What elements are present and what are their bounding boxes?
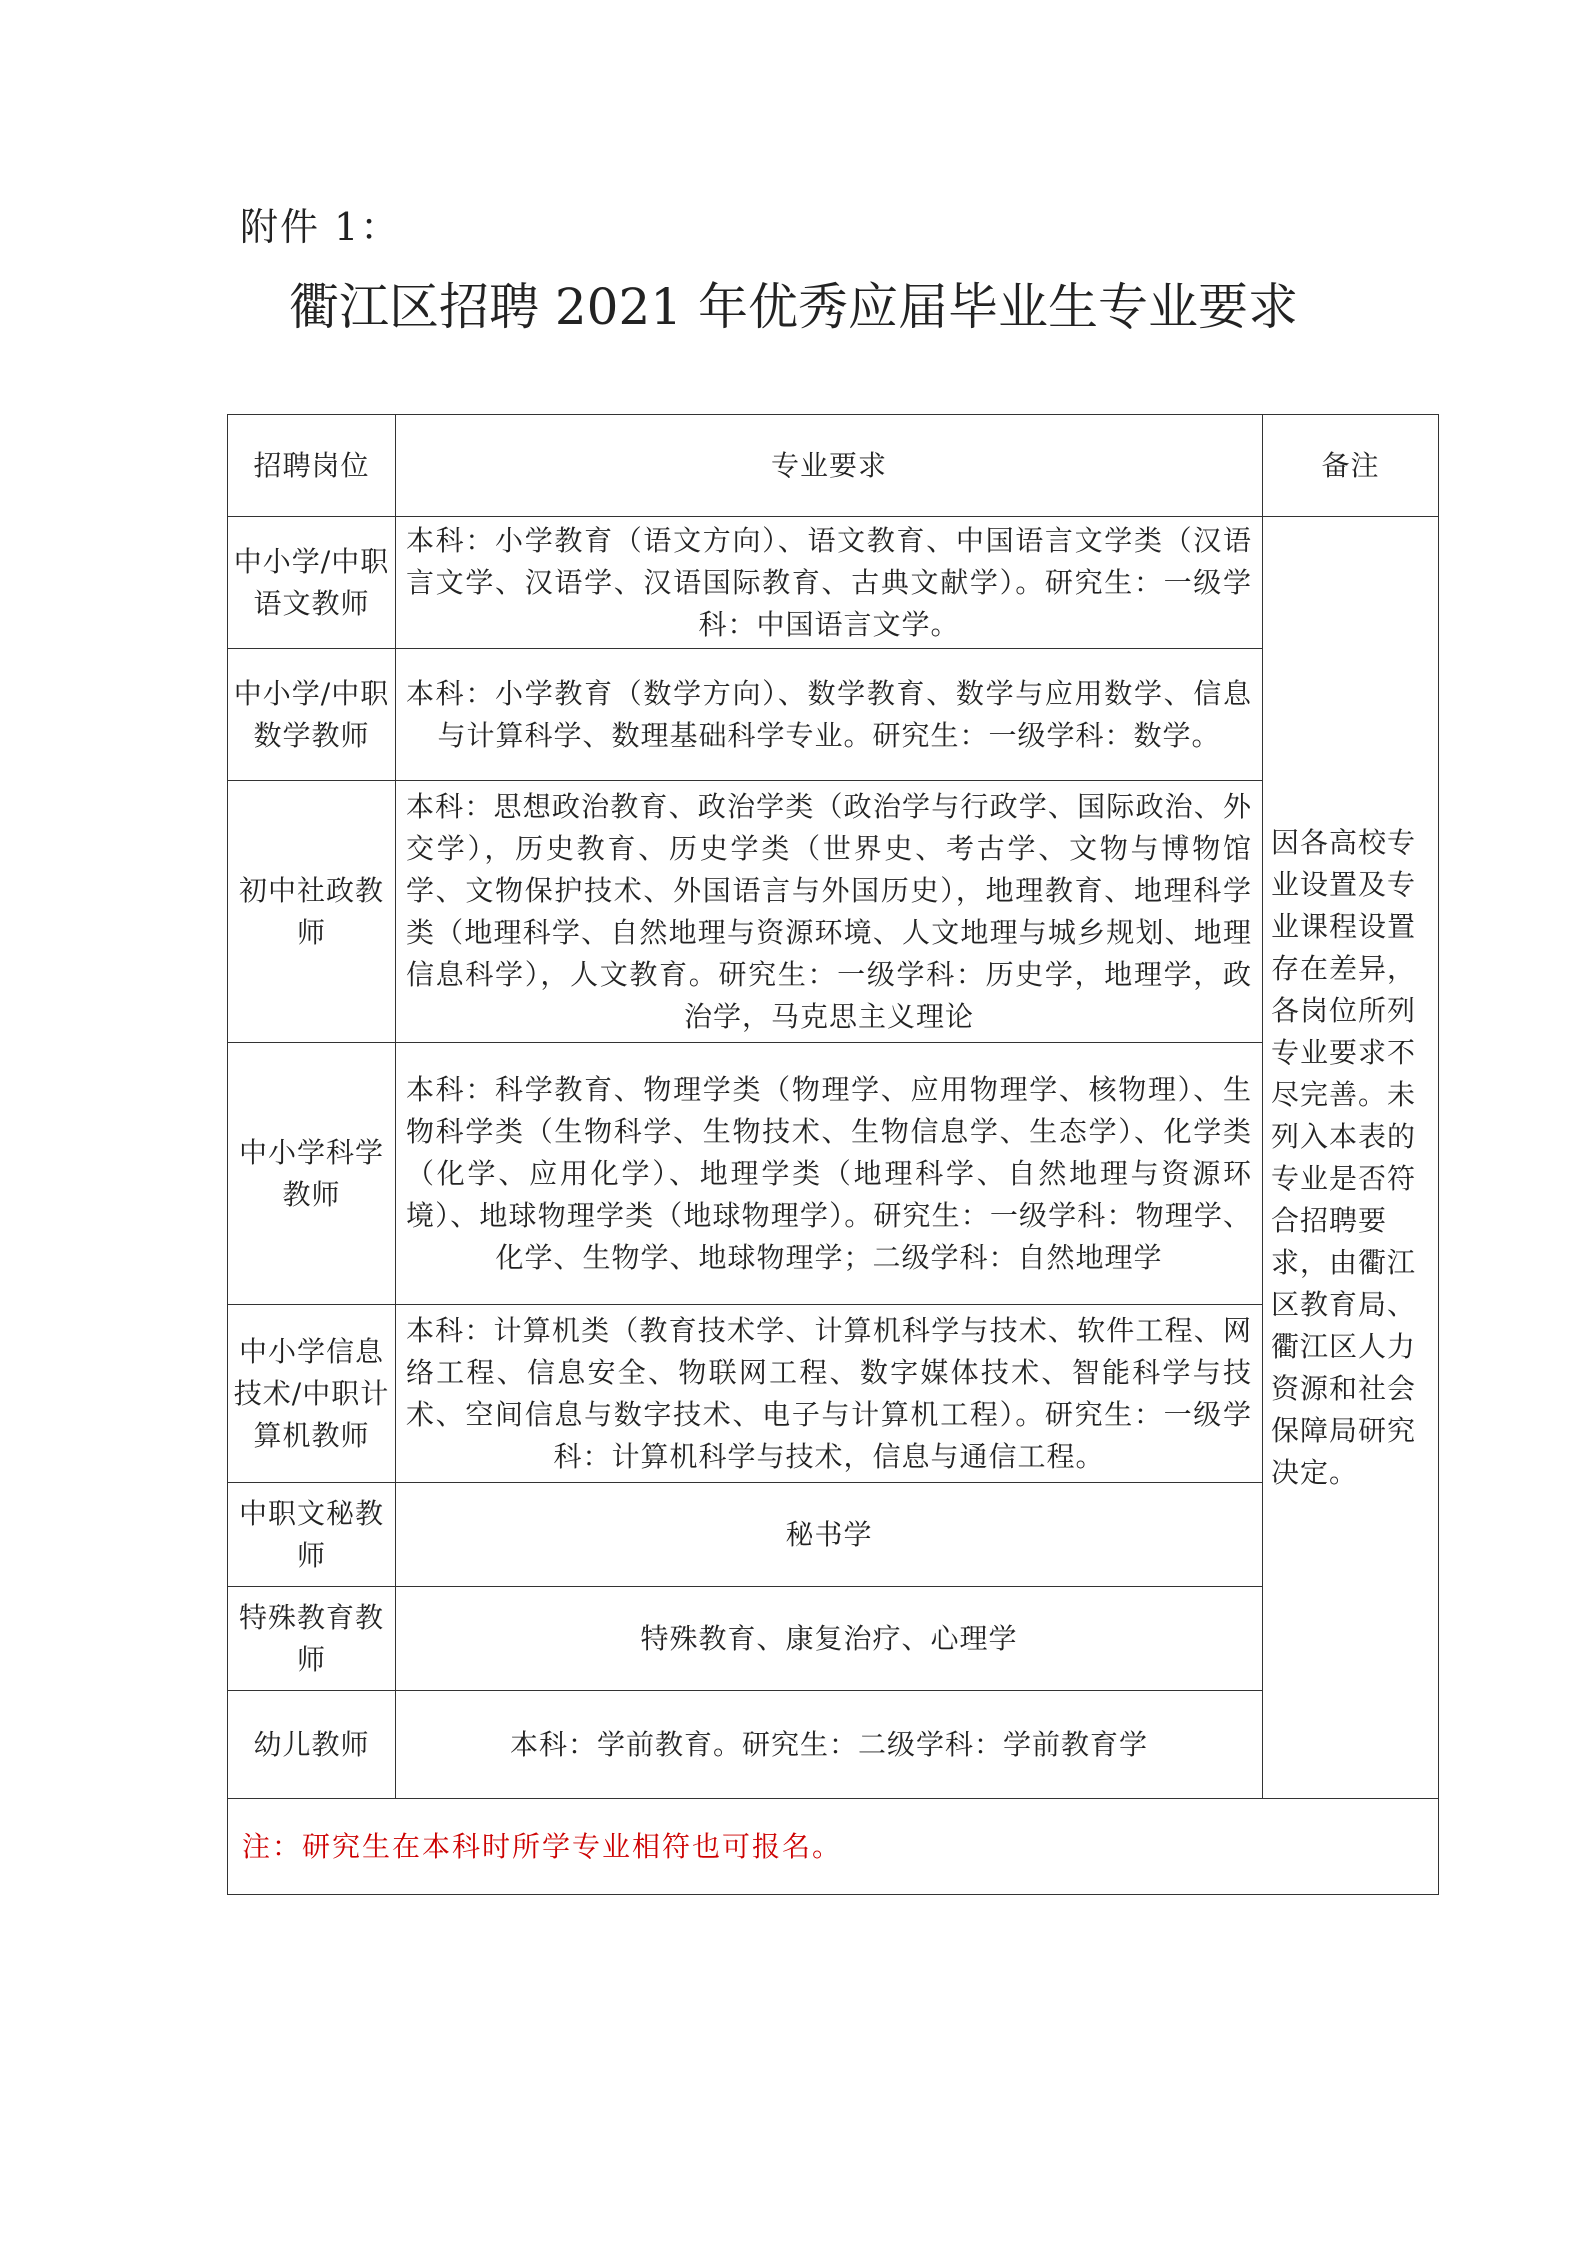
footnote-row: [228, 1799, 1439, 1895]
table-row: [228, 781, 1439, 1043]
requirement-cell: 本科：科学教育、物理学类（物理学、应用物理学、核物理）、生物科学类（生物科学、生物技术、生物信息学、生态学）、化学类（化学、应用化学）、地理学类（地理科学、自然地理与资源环境）、地球物理学类（地球物理学）。研究生：一级学科：物理学、化学、生物学、地球物理学；二级学科：自然地理学: [396, 1043, 1263, 1305]
requirement-cell: 本科：计算机类（教育技术学、计算机科学与技术、软件工程、网络工程、信息安全、物联网工程、数字媒体技术、智能科学与技术、空间信息与数字技术、电子与计算机工程）。研究生：一级学科：计算机科学与技术，信息与通信工程。: [396, 1305, 1263, 1483]
document-title: 衢江区招聘 2021 年优秀应届毕业生专业要求: [288, 278, 1299, 336]
requirement-cell: 特殊教育、康复治疗、心理学: [396, 1587, 1263, 1691]
header-note: 备注: [1263, 415, 1439, 517]
table-row: [228, 1043, 1439, 1305]
table-row: [228, 517, 1439, 649]
position-cell: 初中社政教师: [228, 781, 396, 1043]
header-position: 招聘岗位: [228, 415, 396, 517]
position-cell: 中小学信息技术/中职计算机教师: [228, 1305, 396, 1483]
requirements-table: [227, 414, 1439, 1895]
requirement-cell: 本科：小学教育（语文方向）、语文教育、中国语言文学类（汉语言文学、汉语学、汉语国际教育、古典文献学）。研究生：一级学科：中国语言文学。: [396, 517, 1263, 649]
header-requirement: 专业要求: [396, 415, 1263, 517]
note-cell: 因各高校专业设置及专业课程设置存在差异，各岗位所列专业要求不尽完善。未列入本表的专业是否符合招聘要求，由衢江区教育局、衢江区人力资源和社会保障局研究决定。: [1263, 517, 1439, 1799]
table-row: [228, 1483, 1439, 1587]
position-cell: 特殊教育教师: [228, 1587, 396, 1691]
requirement-cell: 本科：思想政治教育、政治学类（政治学与行政学、国际政治、外交学），历史教育、历史学类（世界史、考古学、文物与博物馆学、文物保护技术、外国语言与外国历史），地理教育、地理科学类（地理科学、自然地理与资源环境、人文地理与城乡规划、地理信息科学），人文教育。研究生：一级学科：历史学，地理学，政治学，马克思主义理论: [396, 781, 1263, 1043]
requirement-cell: 本科：学前教育。研究生：二级学科：学前教育学: [396, 1691, 1263, 1799]
footnote-text: 注：研究生在本科时所学专业相符也可报名。: [228, 1799, 1439, 1895]
position-cell: 中小学/中职语文教师: [228, 517, 396, 649]
position-cell: 中小学科学教师: [228, 1043, 396, 1305]
table-row: [228, 649, 1439, 781]
position-cell: 幼儿教师: [228, 1691, 396, 1799]
requirement-cell: 本科：小学教育（数学方向）、数学教育、数学与应用数学、信息与计算科学、数理基础科学专业。研究生：一级学科：数学。: [396, 649, 1263, 781]
position-cell: 中小学/中职数学教师: [228, 649, 396, 781]
requirement-cell: 秘书学: [396, 1483, 1263, 1587]
table-row: [228, 1305, 1439, 1483]
table-row: [228, 1587, 1439, 1691]
attachment-label: 附件 1：: [240, 205, 401, 249]
position-cell: 中职文秘教师: [228, 1483, 396, 1587]
table-row: [228, 1691, 1439, 1799]
table-header-row: [228, 415, 1439, 517]
